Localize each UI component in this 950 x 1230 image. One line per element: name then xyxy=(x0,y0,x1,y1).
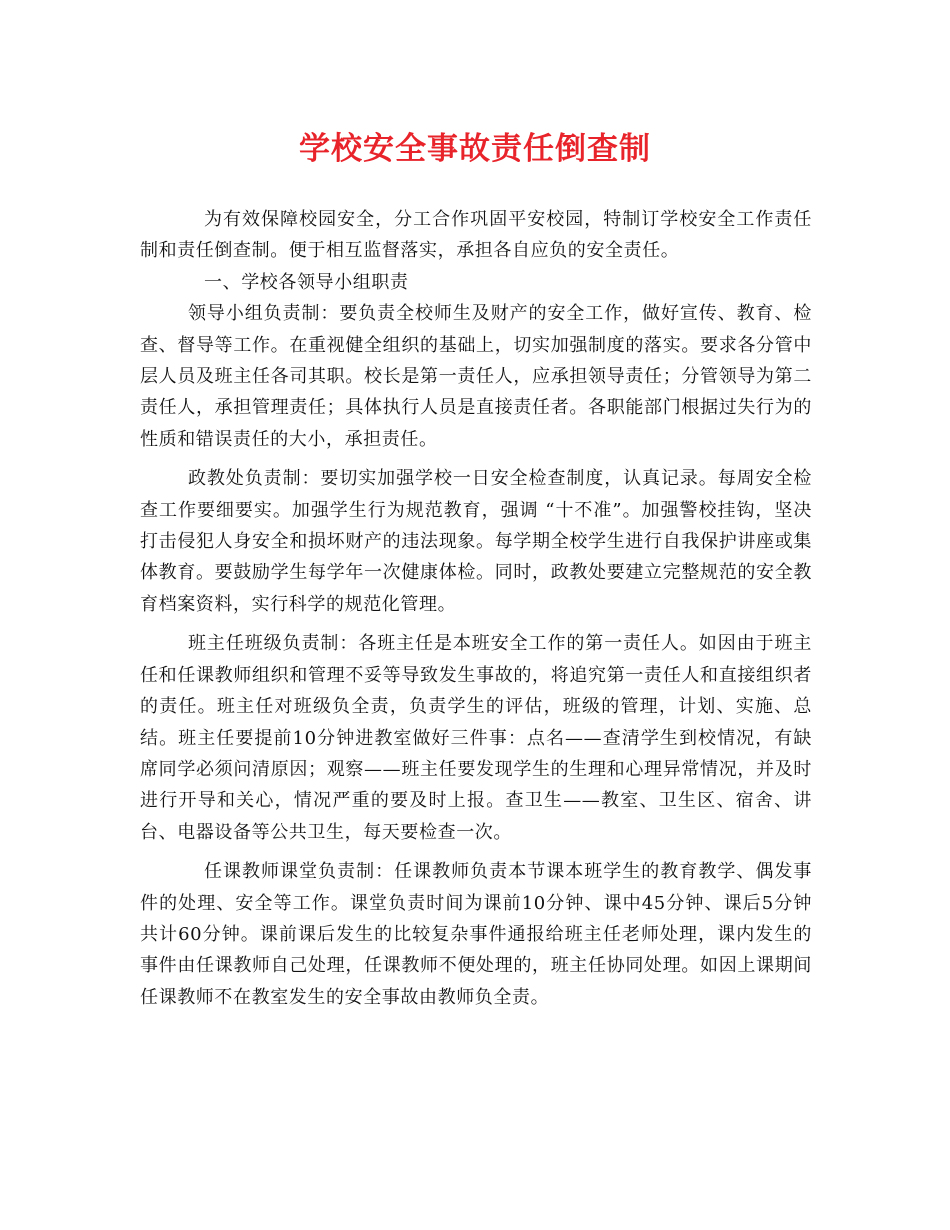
subject-teacher-paragraph: 任课教师课堂负责制：任课教师负责本节课本班学生的教育教学、偶发事件的处理、安全等工作。课堂负责时间为课前10分钟、课中45分钟、课后5分钟共计60分钟。课前课后发生的比较复杂事件通报给班主任老师处理，课内发生的事件由任课教师自己处理，任课教师不便处理的，班主任协同处理。如因上课期间任课教师不在教室发生的安全事故由教师负全责。 xyxy=(140,861,812,1008)
political-office-paragraph: 政教处负责制：要切实加强学校一日安全检查制度，认真记录。每周安全检查工作要细要实。加强学生行为规范教育，强调 “十不准”。加强警校挂钩，坚决打击侵犯人身安全和损坏财产的违法现象。每学期全校学生进行自我保护讲座或集体教育。要鼓励学生每学年一次健康体检。同时，政教处要建立完整规范的安全教育档案资料，实行科学的规范化管理。 xyxy=(140,468,812,615)
document-body xyxy=(140,204,812,1013)
section-heading: 一、学校各领导小组职责 xyxy=(204,271,409,293)
document-title: 学校安全事故责任倒查制 xyxy=(299,131,651,167)
intro-paragraph: 为有效保障校园安全，分工合作巩固平安校园，特制订学校安全工作责任制和责任倒查制。便于相互监督落实，承担各自应负的安全责任。 xyxy=(140,209,812,262)
class-teacher-paragraph: 班主任班级负责制：各班主任是本班安全工作的第一责任人。如因由于班主任和任课教师组织和管理不妥等导致发生事故的，将追究第一责任人和直接组织者的责任。班主任对班级负全责，负责学生的评估，班级的管理，计划、实施、总结。班主任要提前10分钟进教室做好三件事：点名——查清学生到校情况，有缺席同学必须问清原因；观察——班主任要发现学生的生理和心理异常情况，并及时进行开导和关心，情况严重的要及时上报。查卫生——教室、卫生区、宿舍、讲台、电器设备等公共卫生，每天要检查一次。 xyxy=(140,633,812,843)
leader-group-paragraph: 领导小组负责制：要负责全校师生及财产的安全工作，做好宣传、教育、检查、督导等工作。在重视健全组织的基础上，切实加强制度的落实。要求各分管中层人员及班主任各司其职。校长是第一责任人，应承担领导责任；分管领导为第二责任人，承担管理责任；具体执行人员是直接责任者。各职能部门根据过失行为的性质和错误责任的大小，承担责任。 xyxy=(140,303,812,450)
